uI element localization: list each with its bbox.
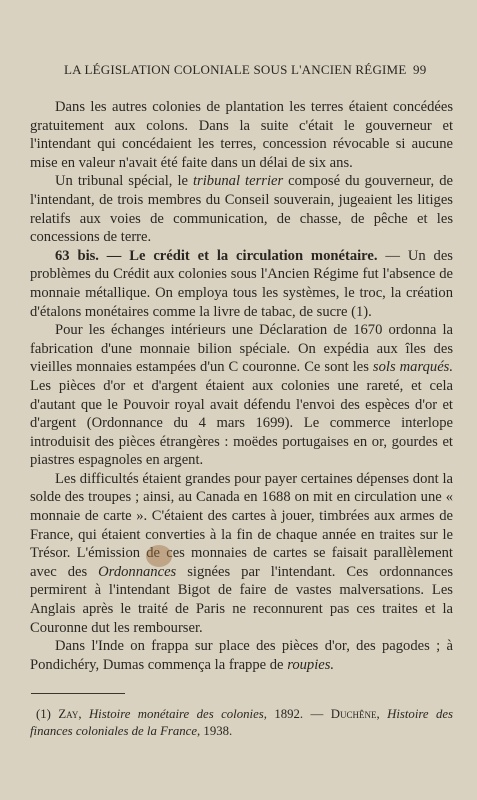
- paragraph-india: Dans l'Inde on frappa sur place des pièces d'or, des pagodes ; à Pondichéry, Dumas commença la frappe de roupies.: [30, 638, 453, 673]
- section-63-bis: 63 bis. — Le crédit et la circulation monétaire. — Un des problèmes du Crédit aux colonies sous l'Ancien Régime fut l'absence de monnaie métallique. On employa tous les systèmes, le troc, la création d'étalons monétaires comme la livre de tabac, de sucre (1).: [30, 247, 453, 320]
- paragraph-land-concessions: Dans les autres colonies de plantation les terres étaient concédées gratuitement aux colons. Dans la suite c'était le gouverneur et l'intendant qui concédaient les terres, concession révocable si aucune mise en valeur n'avait été faite dans un délai de six ans.: [30, 99, 453, 171]
- paper-stain: [146, 545, 172, 567]
- footnote-rule: [31, 693, 125, 694]
- term-roupies: roupies.: [287, 656, 335, 673]
- term-tribunal-terrier: tribunal terrier: [193, 173, 284, 190]
- footnote: [30, 706, 453, 740]
- paragraph-internal-exchange: Pour les échanges intérieurs une Déclaration de 1670 ordonna la fabrication d'une monnaie bilion spéciale. On expédia aux îles des vieilles monnaies estampées d'un C couronne. Ce sont les sols marqués. Les pièces d'or et d'argent étaient aux colonies une rareté, et cela d'autant que le Pouvoir royal avait défendu l'envoi des espèces d'or et d'argent (Ordonnance du 4 mars 1699). Le commerce interlope introduisit des pièces étrangères : moëdes portugaises en or, gourdes et piastres espagnoles en argent.: [30, 322, 453, 469]
- section-title: — Le crédit et la circulation monétaire.: [98, 247, 378, 264]
- footnote-author-2: Duchêne: [330, 707, 377, 721]
- footnote-title-2: Histoire des finances coloniales de la France: [30, 707, 454, 738]
- footnote-author-1: Zay: [58, 707, 79, 721]
- paragraph-card-money: Les difficultés étaient grandes pour payer certaines dépenses dont la solde des troupes ; ainsi, au Canada en 1688 on mit en circulation une « monnaie de carte ». C'étaient des cartes à jouer, timbrées aux armes de France, qui étaient converties à la fin de chaque année en traites sur le Trésor. L'émission de ces monnaies de cartes se faisait parallèlement avec des Ordonnances signées par l'intendant. Ces ordonnances permirent à l'intendant Bigot de faire de vastes malversations. Les Anglais après le traité de Paris ne reconnurent pas ces traites et la Couronne dut les rembourser.: [30, 470, 453, 636]
- body-text: [30, 98, 453, 674]
- term-ordonnances: Ordonnances: [98, 563, 177, 580]
- running-head: LA LÉGISLATION COLONIALE SOUS L'ANCIEN RÉGIME: [64, 62, 407, 77]
- term-sols-marques: sols marqués.: [372, 359, 453, 376]
- section-number: 63 bis.: [55, 247, 99, 264]
- page-number: 99: [413, 62, 427, 77]
- paragraph-tribunal-terrier: Un tribunal spécial, le tribunal terrier composé du gouverneur, de l'intendant, de trois membres du Conseil souverain, jugeaient les litiges relatifs aux voies de communication, de chasse, de pêche et les concessions de terre.: [30, 173, 453, 246]
- page-header: [0, 62, 477, 82]
- footnote-1: (1) Zay, Histoire monétaire des colonies, 1892. — Duchêne, Histoire des finances coloniales de la France, 1938.: [30, 707, 454, 738]
- footnote-title-1: Histoire monétaire des colonies: [88, 707, 264, 721]
